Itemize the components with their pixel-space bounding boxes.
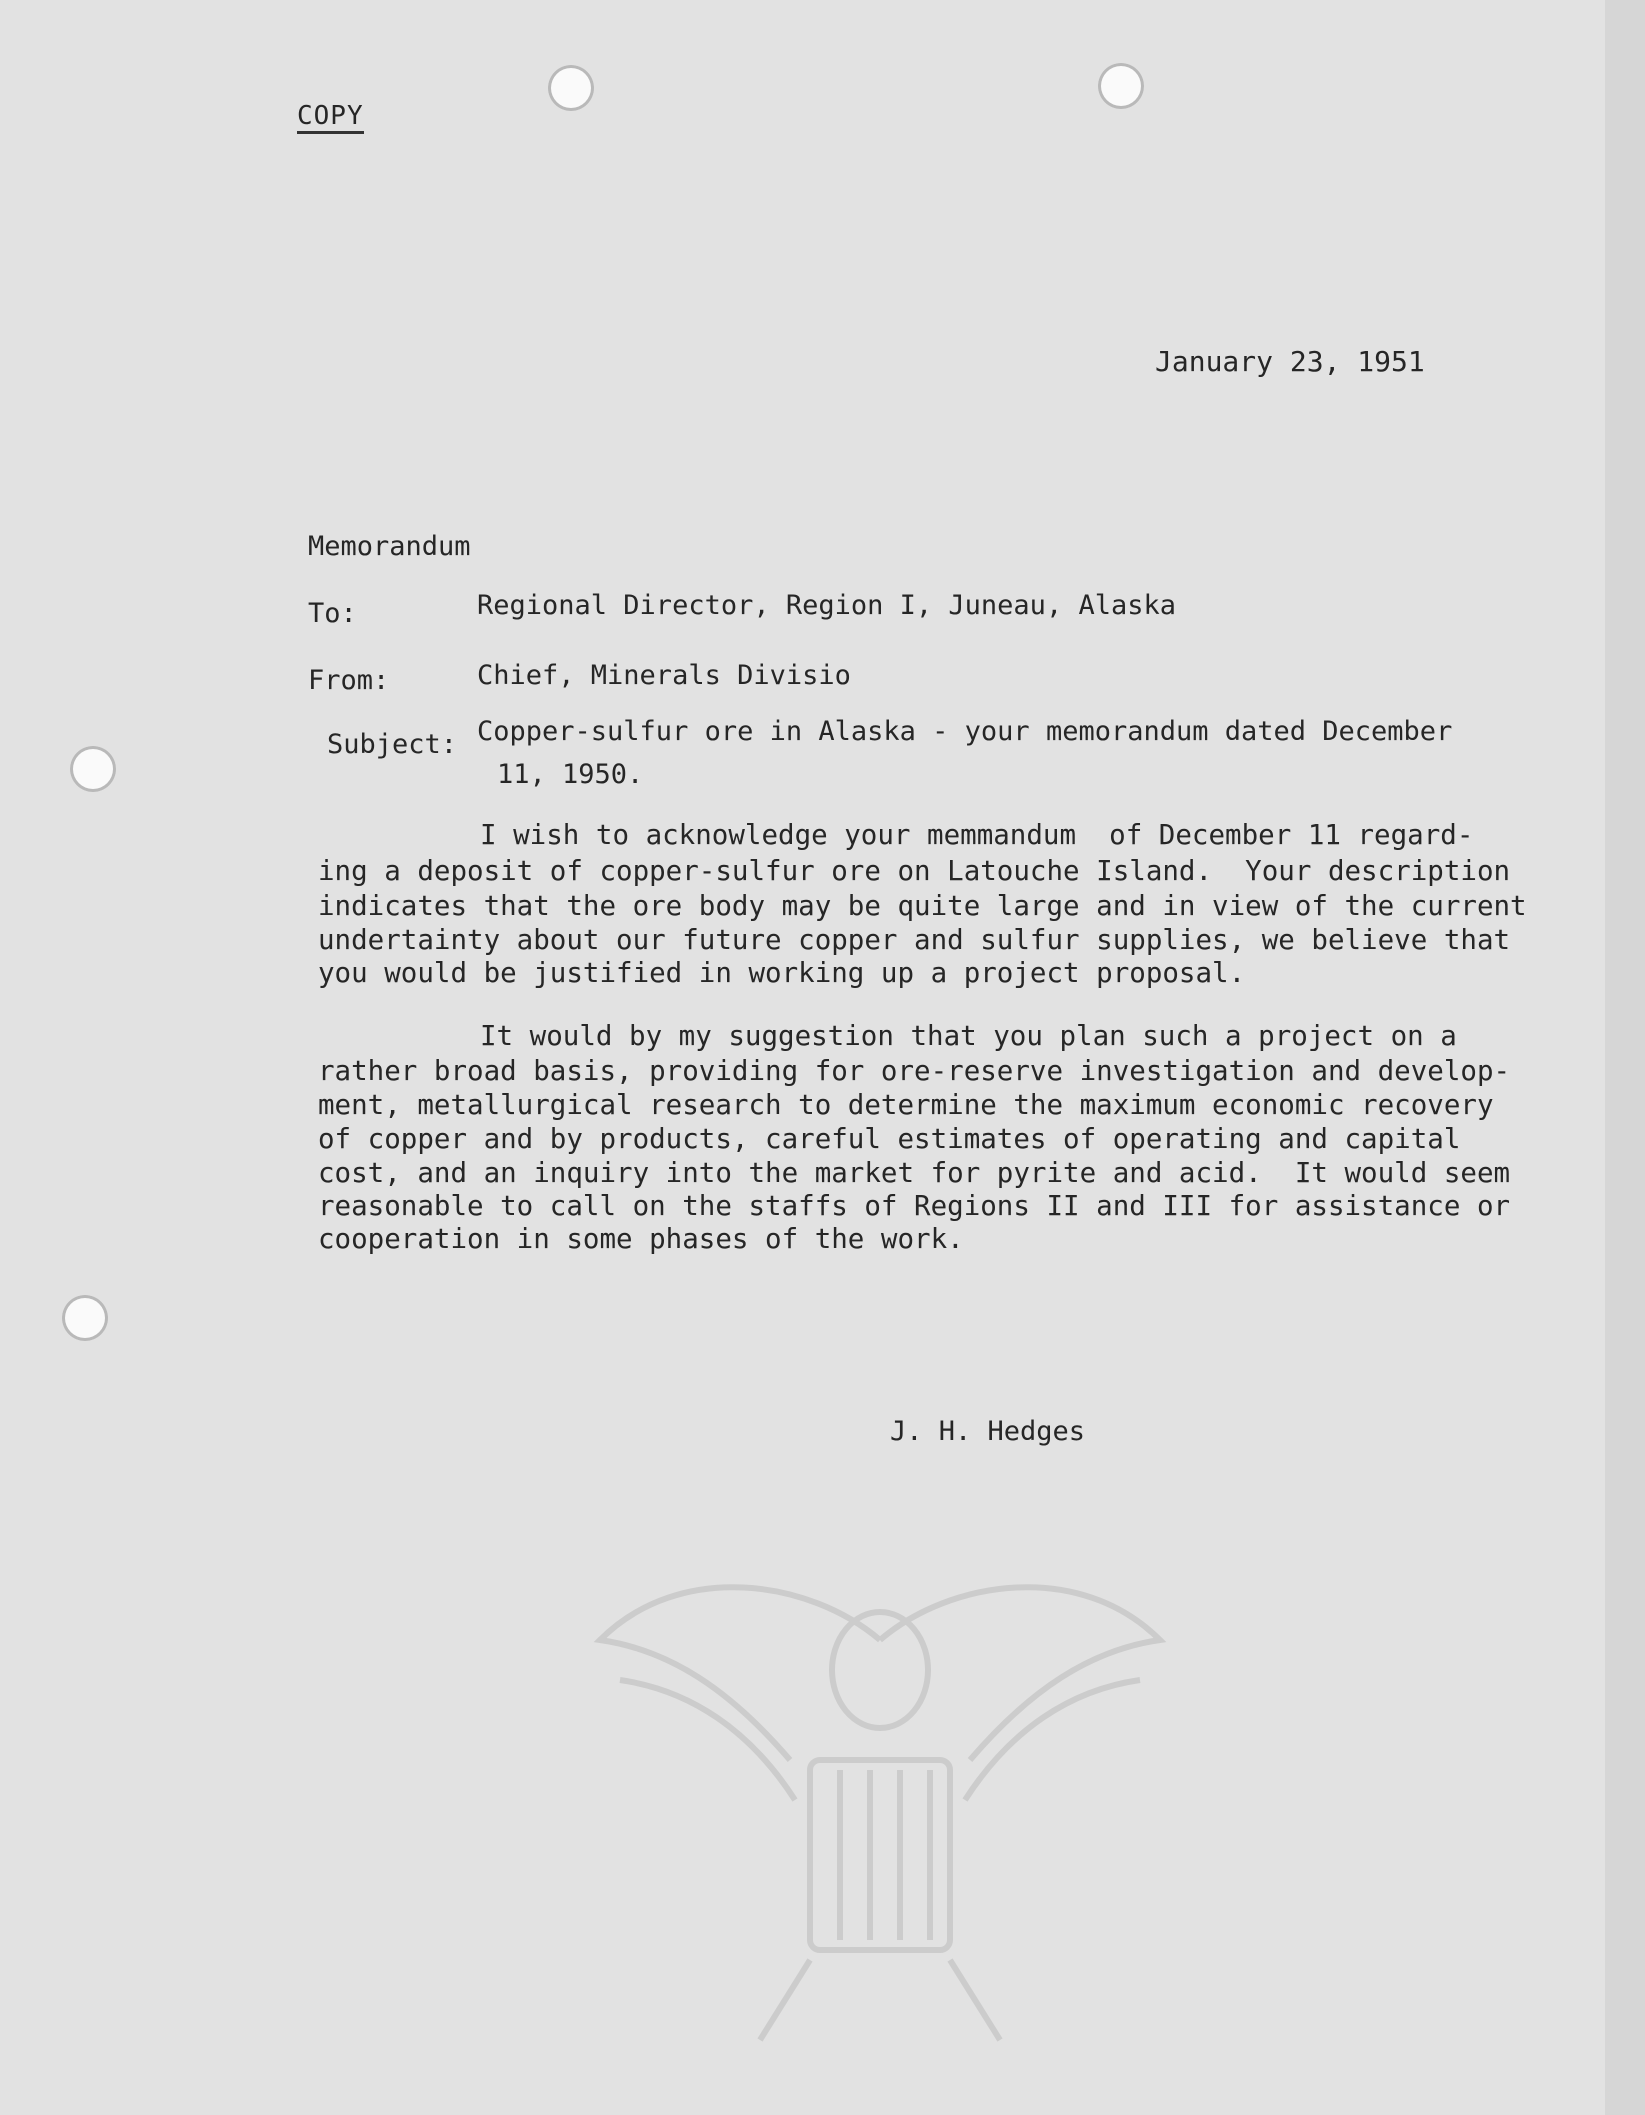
paragraph-line: cost, and an inquiry into the market for pyrite and acid. It would seem [318, 1157, 1511, 1189]
punch-hole-top-right [1098, 63, 1144, 109]
paragraph-line: ing a deposit of copper-sulfur ore on Latouche Island. Your description [318, 855, 1511, 887]
to-label: To: [308, 598, 357, 629]
paragraph-line: It would by my suggestion that you plan such a project on a [480, 1020, 1457, 1052]
paragraph-line: undertainty about our future copper and sulfur supplies, we believe that [318, 924, 1511, 956]
memo-date: January 23, 1951 [1155, 345, 1425, 378]
signature-name: J. H. Hedges [890, 1416, 1086, 1447]
punch-hole-side-lower [62, 1295, 108, 1341]
memo-heading: Memorandum [308, 531, 471, 562]
to-value: Regional Director, Region I, Juneau, Alaska [477, 590, 1176, 621]
paragraph-line: ment, metallurgical research to determine the maximum economic recovery [318, 1089, 1494, 1121]
from-value: Chief, Minerals Divisio [477, 660, 851, 691]
paragraph-line: rather broad basis, providing for ore-reserve investigation and develop- [318, 1055, 1511, 1087]
copy-label: COPY [297, 103, 364, 134]
paragraph-line: you would be justified in working up a project proposal. [318, 957, 1246, 989]
paragraph-line: reasonable to call on the staffs of Regions II and III for assistance or [318, 1190, 1511, 1222]
punch-hole-top-left [548, 65, 594, 111]
from-label: From: [308, 665, 390, 696]
subject-line: 11, 1950. [497, 759, 644, 790]
page-edge [1605, 0, 1645, 2115]
paragraph-line: of copper and by products, careful estimates of operating and capital [318, 1123, 1461, 1155]
subject-line: Copper-sulfur ore in Alaska - your memorandum dated December [477, 716, 1453, 747]
subject-label: Subject: [327, 729, 458, 760]
paragraph-line: indicates that the ore body may be quite large and in view of the current [318, 890, 1527, 922]
punch-hole-side-upper [70, 746, 116, 792]
eagle-seal-watermark [560, 1520, 1200, 2080]
paragraph-line: cooperation in some phases of the work. [318, 1223, 964, 1255]
paragraph-line: I wish to acknowledge your memmandum of December 11 regard- [480, 819, 1474, 851]
